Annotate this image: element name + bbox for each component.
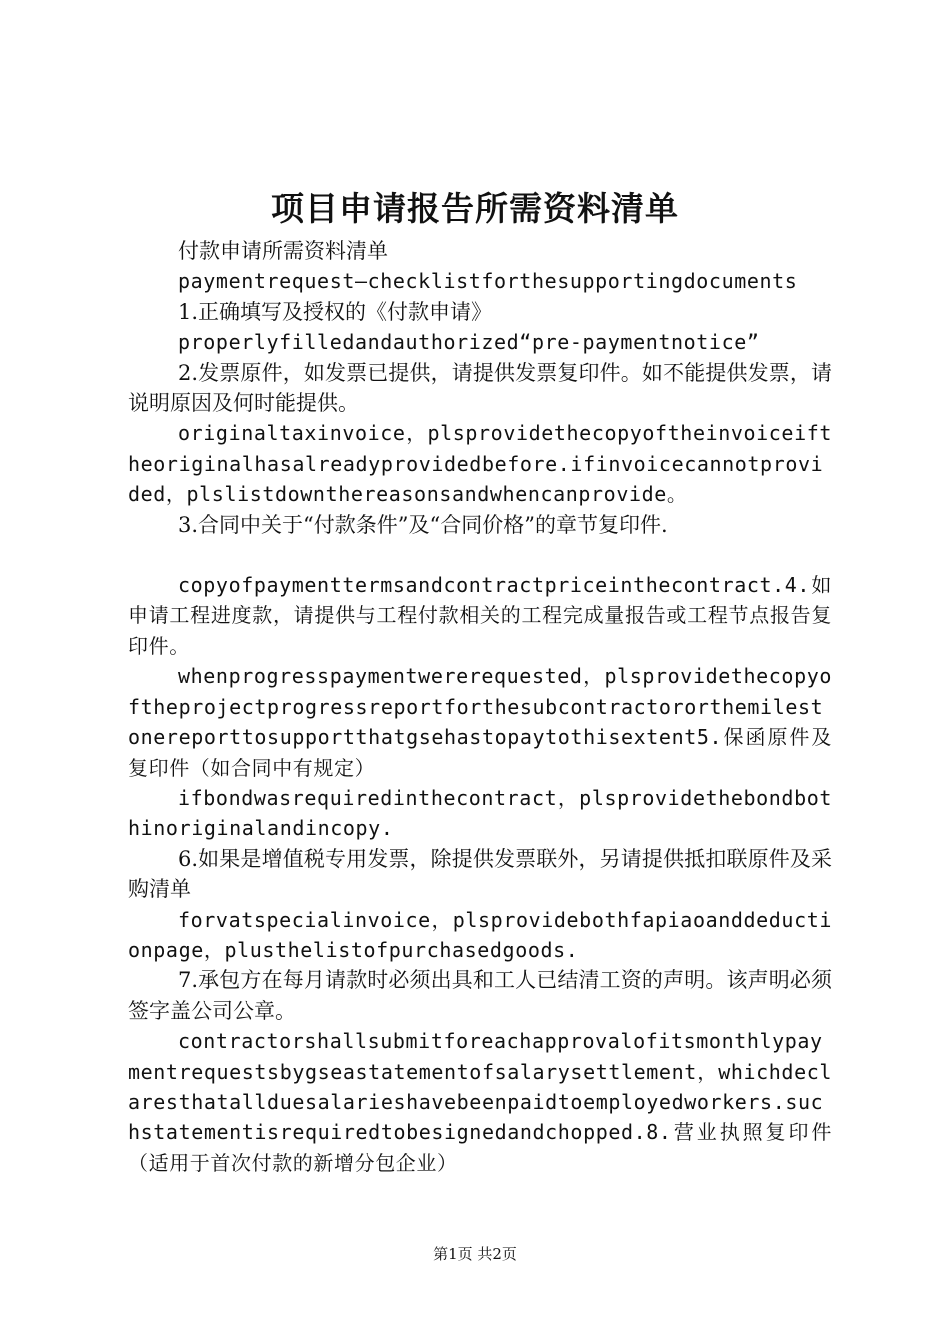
- paragraph-item-7-cn: 7.承包方在每月请款时必须出具和工人已结清工资的声明。该声明必须签字盖公司公章。: [128, 968, 832, 1023]
- paragraph-item-6-en: forvatspecialinvoice，plsprovidebothfapiaoanddeductionpage，plusthelistofpurchasedgoods.: [128, 907, 832, 962]
- paragraph-heading-cn: 付款申请所需资料清单: [178, 239, 388, 263]
- paragraph-item-1-en: properlyfilledandauthorized“pre-paymentnotice”: [178, 330, 760, 355]
- paragraph-item-1-cn: 1.正确填写及授权的《付款申请》: [178, 299, 493, 324]
- paragraph-item-3-en-item-4-cn: copyofpaymenttermsandcontractpriceinthecontract.4.如申请工程进度款，请提供与工程付款相关的工程完成量报告或工程节点报告复印件。: [128, 573, 832, 658]
- paragraph-item-4-en-item-5-cn: whenprogresspaymentwererequested，plsprovidethecopyoftheprojectprogressreportforthesubcontractororthemilestonereporttosupportthatgsehastopaytothisextent5.保函原件及复印件（如合同中有规定）: [128, 664, 832, 780]
- paragraph-heading-en: paymentrequest–checklistforthesupportingdocuments: [178, 269, 798, 294]
- document-body: [128, 236, 832, 1178]
- paragraph-item-3-cn: 3.合同中关于“付款条件”及“合同价格”的章节复印件.: [178, 512, 668, 537]
- paragraph-gap: [128, 540, 832, 570]
- page-footer: 第1页 共2页: [433, 1245, 517, 1263]
- paragraph-item-5-en: ifbondwasrequiredinthecontract，plsprovidethebondbothinoriginalandincopy.: [128, 785, 832, 841]
- paragraph-item-7-en-item-8-cn: contractorshallsubmitforeachapprovalofitsmonthlypaymentrequestsbygseastatementofsalarysettlement，whichdeclaresthatallduesalarieshavebeenpaidtoemployedworkers.suchstatementisrequiredtobesignedandchopped.8.营业执照复印件（适用于首次付款的新增分包企业）: [128, 1029, 832, 1175]
- paragraph-item-6-cn: 6.如果是增值税专用发票，除提供发票联外，另请提供抵扣联原件及采购清单: [128, 846, 832, 902]
- paragraph-item-2-cn: 2.发票原件，如发票已提供，请提供发票复印件。如不能提供发票，请说明原因及何时能提供。: [128, 360, 832, 416]
- paragraph-item-2-en: originaltaxinvoice，plsprovidethecopyoftheinvoiceiftheoriginalhasalreadyprovidedbefore.ifinvoicecannotprovided，plslistdownthereasonsandwhencanprovide。: [128, 421, 832, 507]
- document-title: 项目申请报告所需资料清单: [271, 189, 679, 228]
